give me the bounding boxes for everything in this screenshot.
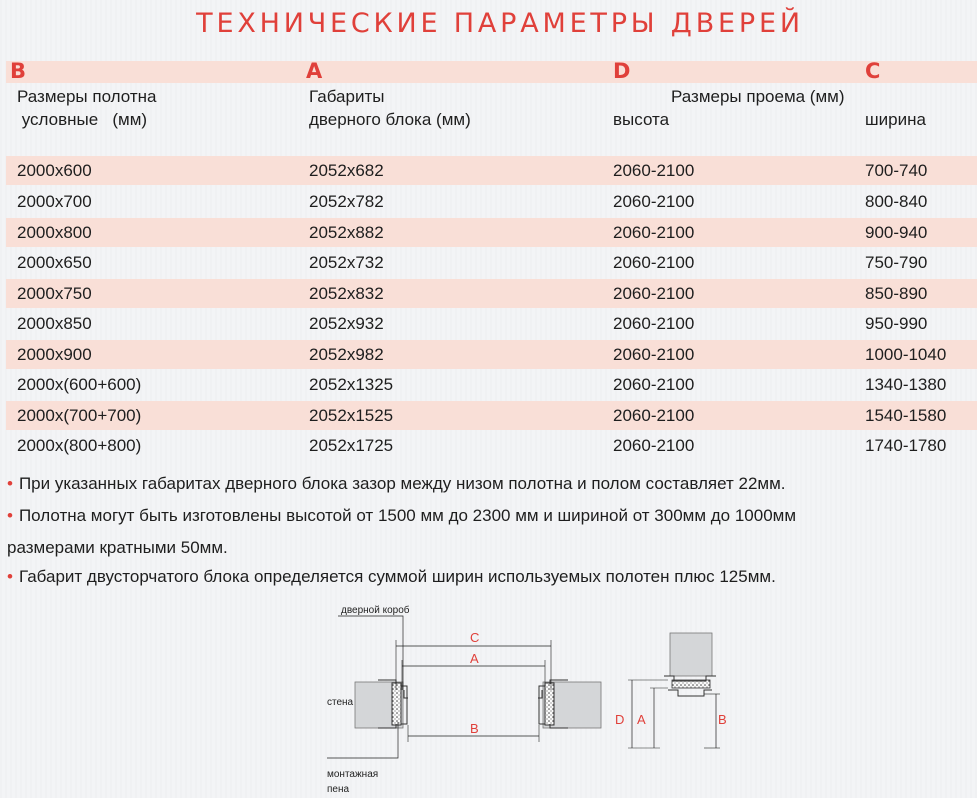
header-d-height: высота [613, 110, 670, 129]
foam-label-line1: монтажная [327, 769, 379, 780]
frame-leader-line [338, 616, 403, 690]
cell-c: 750-790 [865, 253, 928, 272]
cell-b: 2000х(700+700) [17, 406, 142, 425]
plan-label-b: B [470, 721, 479, 736]
cell-c: 950-990 [865, 314, 928, 333]
header-a-line2: дверного блока (мм) [309, 110, 471, 129]
note-text: При указанных габаритах дверного блока зазор между низом полотна и полом составляет 22мм. [18, 474, 786, 493]
cell-d: 2060-2100 [613, 314, 695, 333]
header-b-line1: Размеры полотна [17, 87, 157, 106]
cell-a: 2052х882 [309, 223, 384, 242]
cell-d: 2060-2100 [613, 436, 695, 455]
cell-a: 2052х832 [309, 284, 384, 303]
cell-c: 1000-1040 [865, 345, 947, 364]
cell-a: 2052х1725 [309, 436, 394, 455]
cell-d: 2060-2100 [613, 253, 695, 272]
column-letter-c: C [865, 59, 881, 83]
cell-b: 2000х900 [17, 345, 92, 364]
wall-label: стена [327, 697, 354, 708]
cell-b: 2000х700 [17, 192, 92, 211]
cell-c: 850-890 [865, 284, 928, 303]
cell-b: 2000х850 [17, 314, 92, 333]
section-label-d: D [615, 712, 625, 727]
cell-c: 700-740 [865, 161, 928, 180]
section-label-a: A [637, 712, 646, 727]
section-label-b: B [718, 712, 727, 727]
header-b-line2: условные (мм) [17, 110, 148, 129]
cell-d: 2060-2100 [613, 161, 695, 180]
plan-label-c: C [470, 630, 480, 645]
section-view [615, 633, 727, 748]
cell-c: 800-840 [865, 192, 928, 211]
section-frame-bottom [668, 690, 712, 696]
column-letter-b: B [10, 59, 27, 83]
header-opening-group: Размеры проема (мм) [671, 87, 845, 106]
cell-d: 2060-2100 [613, 345, 695, 364]
bullet-icon: • [7, 506, 13, 525]
frame-label: дверной короб [341, 605, 410, 616]
plan-view [327, 604, 601, 795]
cell-b: 2000х(800+800) [17, 436, 142, 455]
cell-c: 1540-1580 [865, 406, 947, 425]
bullet-icon: • [7, 567, 13, 586]
cell-d: 2060-2100 [613, 192, 695, 211]
column-letter-d: D [613, 59, 631, 83]
cell-d: 2060-2100 [613, 406, 695, 425]
foam-label-line2: пена [327, 784, 350, 795]
cell-a: 2052х1325 [309, 375, 394, 394]
note-text: Габарит двусторчатого блока определяется суммой ширин используемых полотен плюс 125мм. [18, 567, 776, 586]
cell-b: 2000х(600+600) [17, 375, 142, 394]
cell-a: 2052х782 [309, 192, 384, 211]
cell-a: 2052х932 [309, 314, 384, 333]
cell-b: 2000х650 [17, 253, 92, 272]
page-title: ТЕХНИЧЕСКИЕ ПАРАМЕТРЫ ДВЕРЕЙ [196, 8, 804, 39]
cell-a: 2052х682 [309, 161, 384, 180]
bullet-icon: • [7, 474, 13, 493]
header-a-line1: Габариты [309, 87, 385, 106]
column-letter-a: A [306, 59, 323, 83]
cell-d: 2060-2100 [613, 375, 695, 394]
note-text: Полотна могут быть изготовлены высотой от 1500 мм до 2300 мм и шириной от 300мм до 1000мм [18, 506, 797, 525]
cell-a: 2052х982 [309, 345, 384, 364]
note-text: размерами кратными 50мм. [7, 538, 228, 557]
cell-b: 2000х800 [17, 223, 92, 242]
cell-a: 2052х732 [309, 253, 384, 272]
section-wall-top [670, 633, 712, 676]
cell-d: 2060-2100 [613, 223, 695, 242]
cell-a: 2052х1525 [309, 406, 394, 425]
cell-b: 2000х750 [17, 284, 92, 303]
plan-label-a: A [470, 651, 479, 666]
cell-d: 2060-2100 [613, 284, 695, 303]
cell-c: 900-940 [865, 223, 928, 242]
cell-c: 1740-1780 [865, 436, 947, 455]
cell-b: 2000х600 [17, 161, 92, 180]
cell-c: 1340-1380 [865, 375, 947, 394]
header-c-width: ширина [865, 110, 926, 129]
